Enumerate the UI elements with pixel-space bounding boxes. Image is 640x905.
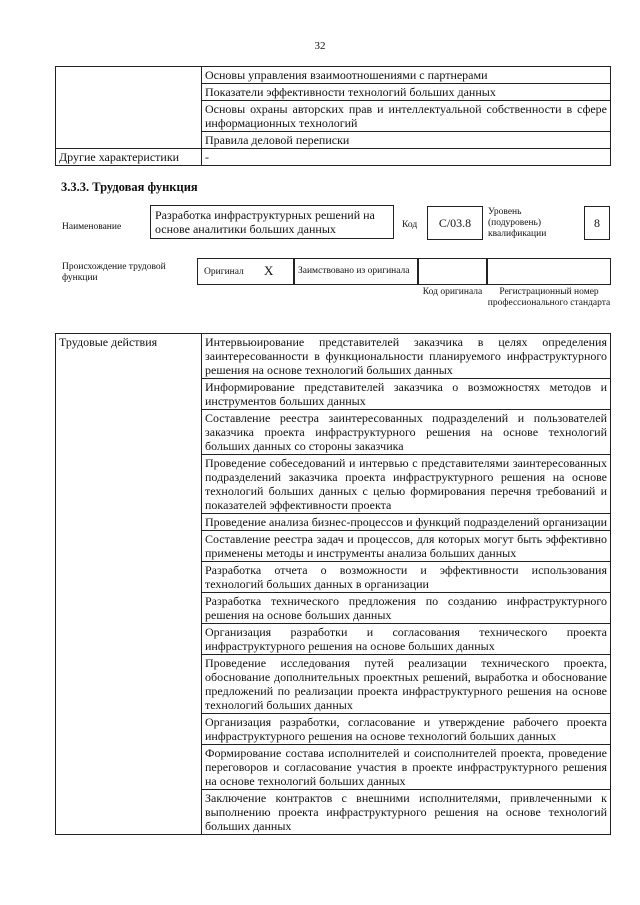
labor-action-item: Организация разработки и согласования технического проекта инфраструктурного решения на основе больших данных <box>202 624 611 655</box>
page-number: 32 <box>314 40 326 52</box>
labor-actions-table <box>55 333 611 835</box>
table-cell-empty <box>56 67 202 149</box>
labor-action-item: Организация разработки, согласование и утверждение рабочего проекта инфраструктурного решения на основе технологий больших данных <box>202 714 611 745</box>
code-value: C/03.8 <box>427 206 483 240</box>
labor-action-item: Заключение контрактов с внешними исполнителями, привлеченными к выполнению проекта инфраструктурного решения на основе технологий больших данных <box>202 790 611 835</box>
borrowed-label: Заимствовано из оригинала <box>298 266 410 276</box>
level-label: Уровень (подуровень) квалификации <box>488 207 547 239</box>
labor-action-item: Проведение исследования путей реализации технического проекта, обоснование дополнительных проектных решений, выработка и обоснование предложений по реализации проекта инфраструктурного решения на основе технологий больших данных <box>202 655 611 714</box>
borrowed-box <box>294 258 418 285</box>
labor-action-item: Проведение анализа бизнес-процессов и функций подразделений организации <box>202 514 611 531</box>
original-mark: X <box>264 263 274 278</box>
labor-action-item: Проведение собеседований и интервью с представителями заинтересованных подразделений заказчика проекта инфраструктурного решения на основе технологий больших данных с целью формирования перечня требований и показателей эффективности проекта <box>202 455 611 514</box>
function-name-value: Разработка инфраструктурных решений на основе аналитики больших данных <box>150 205 394 239</box>
table-cell: Основы охраны авторских прав и интеллектуальной собственности в сфере информационных технологий <box>202 101 611 132</box>
labor-action-item: Составление реестра задач и процессов, для которых могут быть эффективно применены методы и инструменты анализа больших данных <box>202 531 611 562</box>
labor-action-item: Составление реестра заинтересованных подразделений и пользователей заказчика проекта инфраструктурного решения на основе технологий больших данных со стороны заказчика <box>202 410 611 455</box>
level-value: 8 <box>584 206 610 240</box>
table-row <box>56 334 611 379</box>
table-cell-label: Другие характеристики <box>56 149 202 166</box>
labor-action-item: Интервьюирование представителей заказчика в целях определения заинтересованности в функциональности планируемого инфраструктурного решения на основе технологий больших данных <box>202 334 611 379</box>
labor-action-item: Формирование состава исполнителей и соисполнителей проекта, проведение переговоров и согласование участия в проекте инфраструктурного решения на основе технологий больших данных <box>202 745 611 790</box>
knowledge-table <box>55 66 611 166</box>
labor-action-item: Разработка отчета о возможности и эффективности использования технологий больших данных в организации <box>202 562 611 593</box>
origin-label: Происхождение трудовой функции <box>62 262 166 283</box>
code-caption: Код оригинала <box>422 287 483 297</box>
labor-action-item: Информирование представителей заказчика о возможностях методов и инструментов больших данных <box>202 379 611 410</box>
table-row <box>56 67 611 84</box>
original-box <box>197 258 294 285</box>
table-cell: - <box>202 149 611 166</box>
table-cell: Основы управления взаимоотношениями с партнерами <box>202 67 611 84</box>
section-title: 3.3.3. Трудовая функция <box>61 180 198 194</box>
table-cell: Показатели эффективности технологий больших данных <box>202 84 611 101</box>
code-label: Код <box>402 220 418 230</box>
labor-actions-label: Трудовые действия <box>56 334 202 835</box>
table-cell: Правила деловой переписки <box>202 132 611 149</box>
reg-number-box <box>487 258 611 285</box>
original-label: Оригинал <box>204 267 244 277</box>
table-row <box>56 149 611 166</box>
name-label: Наименование <box>62 222 122 232</box>
original-code-box <box>418 258 487 285</box>
labor-action-item: Разработка технического предложения по созданию инфраструктурного решения на основе больших данных <box>202 593 611 624</box>
reg-caption: Регистрационный номер профессионального стандарта <box>487 287 611 308</box>
